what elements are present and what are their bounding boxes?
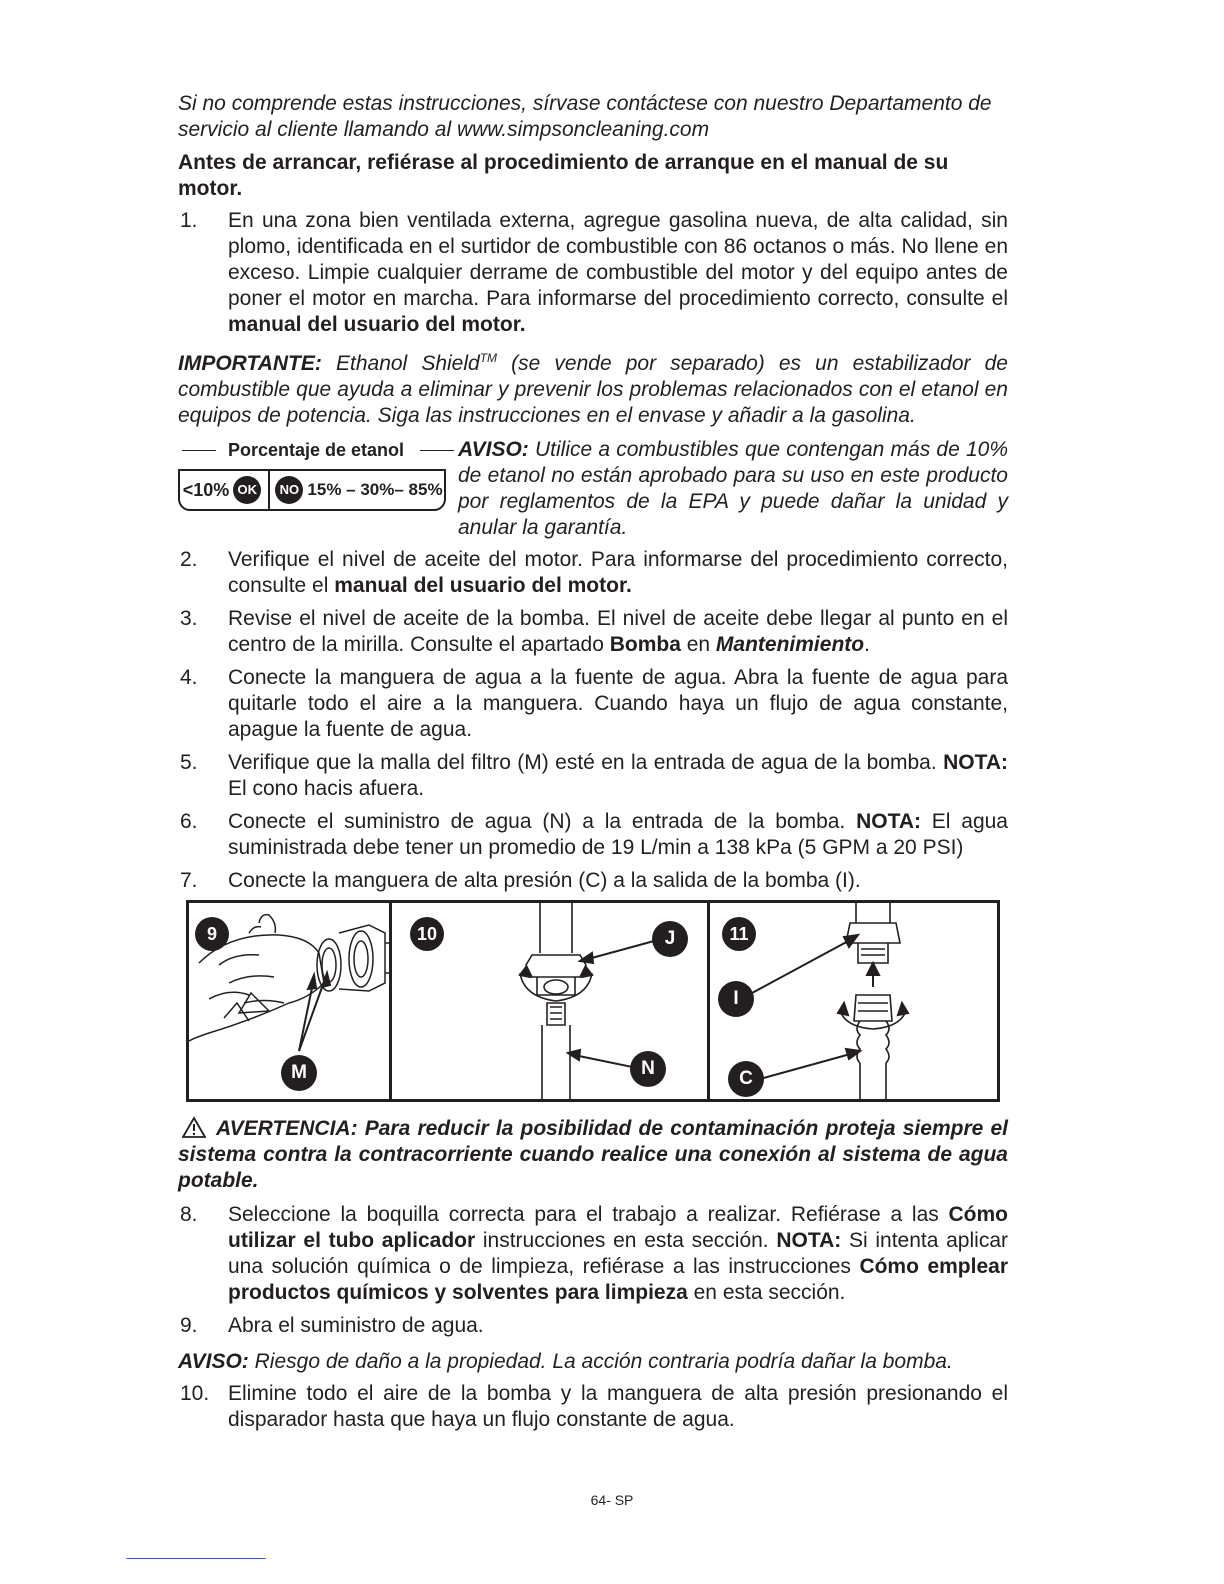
warning-triangle-icon xyxy=(182,1116,206,1138)
intro-text: Si no comprende estas instrucciones, sírvase contáctese con nuestro Departamento de servicio al cliente llamando al www.simpsoncleaning.com xyxy=(178,92,992,141)
step-text: Revise el nivel de aceite de la bomba. El nivel de aceite debe llegar al punto en el centro de la mirilla. Consulte el apartado xyxy=(228,607,1008,656)
ethanol-no-text: 15% – 30%– 85% xyxy=(307,480,443,499)
step-text: Conecte la manguera de alta presión (C) a la salida de la bomba (I). xyxy=(228,869,861,892)
note-label: NOTA: xyxy=(943,751,1008,774)
step-text-end: El cono hacis afuera. xyxy=(228,777,425,800)
aviso-ethanol xyxy=(454,437,1008,541)
step-text-mid: en xyxy=(680,633,716,656)
figure-number-10: 10 xyxy=(410,917,444,951)
step-text-2: instrucciones en esta sección. xyxy=(475,1229,777,1252)
start-note: Antes de arrancar, refiérase al procedimiento de arranque en el manual de su motor. xyxy=(178,151,949,200)
ok-badge: OK xyxy=(233,476,261,504)
aviso-label: AVISO: xyxy=(458,438,529,461)
figure-number-9: 9 xyxy=(195,917,229,951)
page-content xyxy=(178,91,1008,1440)
step-number: 3. xyxy=(180,607,198,630)
step-text: Conecte el suministro de agua (N) a la entrada de la bomba. xyxy=(228,810,857,833)
important-label: IMPORTANTE: xyxy=(178,352,322,375)
callout-n: N xyxy=(630,1051,666,1087)
note-label: NOTA: xyxy=(776,1229,842,1252)
ethanol-no-cell xyxy=(270,471,444,509)
no-badge: NO xyxy=(275,476,303,504)
callout-c: C xyxy=(728,1061,764,1097)
step-text: Elimine todo el aire de la bomba y la manguera de alta presión presionando el disparador hasta que haya un flujo constante de agua. xyxy=(228,1382,1008,1431)
ethanol-ok-text: <10% xyxy=(182,480,230,500)
callout-m: M xyxy=(281,1055,317,1091)
fuel-notice xyxy=(178,437,1008,541)
callout-j: J xyxy=(652,921,688,957)
ethanol-heading xyxy=(178,437,454,463)
ethanol-diagram xyxy=(178,437,454,541)
step-number: 6. xyxy=(180,810,198,833)
step-text: En una zona bien ventilada externa, agregue gasolina nueva, de alta calidad, sin plomo, identificada en el surtidor de combustible con 86 octanos o más. No llene en exceso. Limpie cualquier derrame de combustible del motor y del equipo antes de poner el motor en marcha. Para informarse del procedimiento correcto, consulte el xyxy=(228,209,1008,310)
figure-9 xyxy=(189,903,392,1099)
step-text-end: . xyxy=(864,633,870,656)
important-text-2: (se vende por separado) es un estabilizador de combustible que ayuda a eliminar y prevenir los problemas relacionados con el etanol en equipos de potencia. Siga las instrucciones en el envase y añadir a la gasolina. xyxy=(178,352,1008,427)
step-text-4: en esta sección. xyxy=(687,1281,846,1304)
trademark: TM xyxy=(479,351,498,365)
step-number: 10. xyxy=(180,1382,210,1405)
warning-note xyxy=(178,1116,1008,1194)
aviso-property xyxy=(178,1349,1008,1375)
step-text: Seleccione la boquilla correcta para el trabajo a realizar. Refiérase a las xyxy=(228,1203,949,1226)
important-text: Ethanol Shield xyxy=(321,352,480,375)
step-4 xyxy=(178,665,1008,743)
step-1 xyxy=(178,208,1008,338)
divider-line xyxy=(126,1558,266,1559)
step-bold-italic-ref: Mantenimiento xyxy=(715,633,865,656)
figure-panel xyxy=(186,900,1000,1102)
figure-number-11: 11 xyxy=(722,917,756,951)
figure-10 xyxy=(392,903,710,1099)
step-number: 1. xyxy=(180,209,198,232)
step-bold-ref: manual del usuario del motor. xyxy=(334,574,632,597)
ethanol-ok-cell xyxy=(180,471,270,509)
step-3 xyxy=(178,606,1008,658)
step-number: 4. xyxy=(180,666,198,689)
note-label: NOTA: xyxy=(856,810,921,833)
warning-text: AVERTENCIA: Para reducir la posibilidad de contaminación proteja siempre el sistema contra la contracorriente cuando realice una conexión al sistema de agua potable. xyxy=(178,1117,1008,1192)
step-text: Verifique el nivel de aceite del motor. Para informarse del procedimiento correcto, consulte el xyxy=(228,548,1008,597)
step-text-3: Si intenta aplicar una solución química o de limpieza, refiérase a las instrucciones xyxy=(228,1229,1008,1278)
important-note xyxy=(178,345,1008,429)
aviso-text: Riesgo de daño a la propiedad. La acción contraria podría dañar la bomba. xyxy=(248,1350,953,1373)
step-7 xyxy=(178,868,1008,894)
step-number: 7. xyxy=(180,869,198,892)
step-6 xyxy=(178,809,1008,861)
step-8 xyxy=(178,1202,1008,1306)
ethanol-scale xyxy=(178,469,446,511)
step-bold-ref: Bomba xyxy=(609,633,681,656)
step-number: 8. xyxy=(180,1203,198,1226)
step-text: Conecte la manguera de agua a la fuente de agua. Abra la fuente de agua para quitarle todo el aire a la manguera. Cuando haya un flujo de agua constante, apague la fuente de agua. xyxy=(228,666,1008,741)
step-5 xyxy=(178,750,1008,802)
aviso-label: AVISO: xyxy=(178,1350,249,1373)
step-bold-ref: manual del usuario del motor. xyxy=(228,313,526,336)
page-number: 64- SP xyxy=(590,1492,634,1508)
step-9 xyxy=(178,1313,1008,1339)
step-number: 5. xyxy=(180,751,198,774)
step-text: Verifique que la malla del filtro (M) esté en la entrada de agua de la bomba. xyxy=(228,751,944,774)
step-text: Abra el suministro de agua. xyxy=(228,1314,484,1337)
ethanol-heading-label: Porcentaje de etanol xyxy=(227,440,405,460)
figure-11 xyxy=(710,903,997,1099)
aviso-text: Utilice a combustibles que contengan más de 10% de etanol no están aprobado para su uso en este producto por reglamentos de la EPA y puede dañar la unidad y anular la garantía. xyxy=(458,438,1008,539)
step-bold-ref-2: Cómo emplear productos químicos y solventes para limpieza xyxy=(228,1255,1008,1304)
step-text-end: El agua suministrada debe tener un promedio de 19 L/min a 138 kPa (5 GPM a 20 PSI) xyxy=(228,810,1008,859)
step-2 xyxy=(178,547,1008,599)
callout-i: I xyxy=(718,981,754,1017)
step-10 xyxy=(178,1381,1008,1433)
step-number: 9. xyxy=(180,1314,198,1337)
step-number: 2. xyxy=(180,548,198,571)
step-bold-ref: Cómo utilizar el tubo aplicador xyxy=(228,1203,1008,1252)
